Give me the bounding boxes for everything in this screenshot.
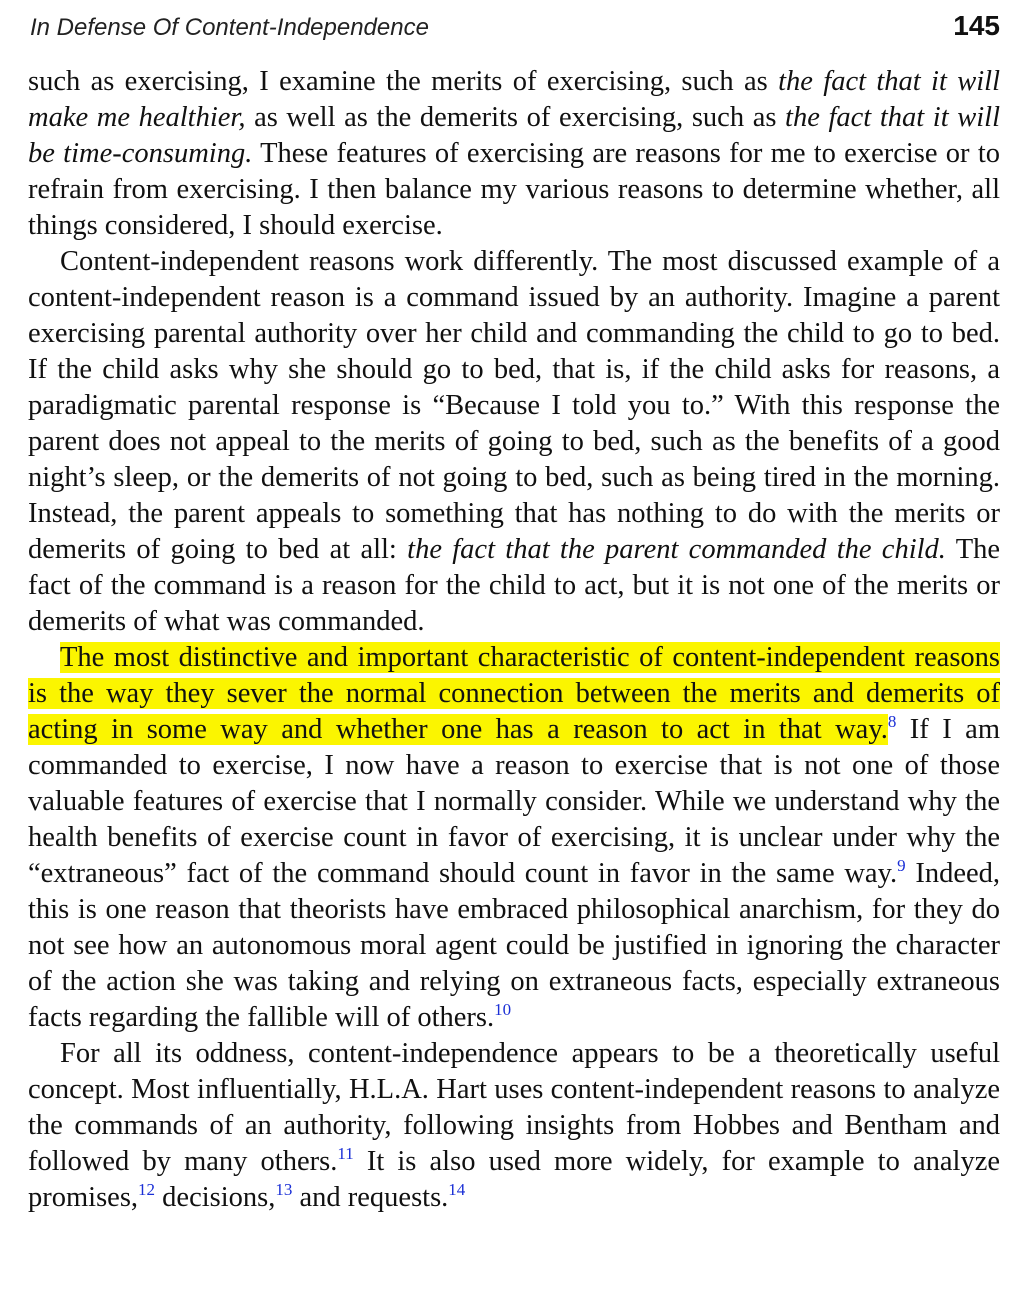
text-run: For all its oddness, content-independence appears to be a theoretically useful concept. Most influentially, H.L.A. Hart uses content-independent reasons to analyze the commands of an authority, following insights from Hobbes and Bentham and followed by many others. (28, 1038, 1000, 1177)
text-run: Indeed, this is one reason that theorists have embraced philosophical anarchism, for they do not see how an autonomous moral agent could be justified in ignoring the character of the action she was taking and relying on extraneous facts, especially extraneous facts regarding the fallible will of others. (28, 858, 1001, 1033)
text-run: Content-independent reasons work differently. The most discussed example of a content-independent reason is a command issued by an authority. Imagine a parent exercising parental authority over her child and commanding the child to go to bed. If the child asks why she should go to bed, that is, if the child asks for reasons, a paradigmatic parental response is “Because I told you to.” With this response the parent does not appeal to the merits of going to bed, such as the benefits of a good night’s sleep, or the demerits of not going to bed, such as being tired in the morning. Instead, the parent appeals to something that has nothing to do with the merits or demerits of going to bed at all: (28, 246, 1000, 565)
running-title: In Defense Of Content-Independence (30, 14, 429, 41)
text-run: decisions, (155, 1182, 276, 1213)
footnote-10-link[interactable]: 10 (494, 1000, 512, 1019)
footnote-12-link[interactable]: 12 (138, 1180, 156, 1199)
footnote-9-link[interactable]: 9 (897, 856, 906, 875)
text-run: The fact of the command is a reason for the child to act, but it is not one of the merits or demerits of what was commanded. (28, 534, 1001, 637)
paragraph-3 (28, 640, 1000, 1036)
footnote-14-link[interactable]: 14 (448, 1180, 466, 1199)
text-run: If I am commanded to exercise, I now have a reason to exercise that is not one of those valuable features of exercise that I normally consider. While we understand why the health benefits of exercise count in favor of exercising, it is unclear under why the “extraneous” fact of the command should count in favor in the same way. (28, 714, 1000, 889)
italic-run: the fact that it will be time-consuming. (28, 102, 1000, 169)
text-run: It is also used more widely, for example to analyze promises, (28, 1146, 1001, 1213)
footnote-8-link[interactable]: 8 (887, 712, 897, 731)
italic-run: the fact that it will make me healthier, (28, 66, 1000, 133)
paragraph-1 (28, 64, 1000, 244)
text-run: as well as the demerits of exercising, such as (245, 102, 786, 133)
text-run: such as exercising, I examine the merits of exercising, such as (28, 66, 779, 97)
running-header (28, 10, 1000, 44)
footnote-13-link[interactable]: 13 (275, 1180, 293, 1199)
body-text (28, 64, 1000, 1216)
italic-run: the fact that the parent commanded the child. (407, 534, 946, 565)
text-run: and requests. (292, 1182, 449, 1213)
page-number: 145 (953, 10, 1000, 41)
paragraph-4 (28, 1036, 1000, 1216)
highlighted-text: The most distinctive and important characteristic of content-independent reasons is the way they sever the normal connection between the merits and demerits of acting in some way and whether one has a reason to act in that way. (28, 642, 1000, 745)
footnote-11-link[interactable]: 11 (337, 1144, 354, 1163)
text-run: These features of exercising are reasons for me to exercise or to refrain from exercising. I then balance my various reasons to determine whether, all things considered, I should exercise. (28, 138, 1000, 241)
paragraph-2 (28, 244, 1000, 640)
